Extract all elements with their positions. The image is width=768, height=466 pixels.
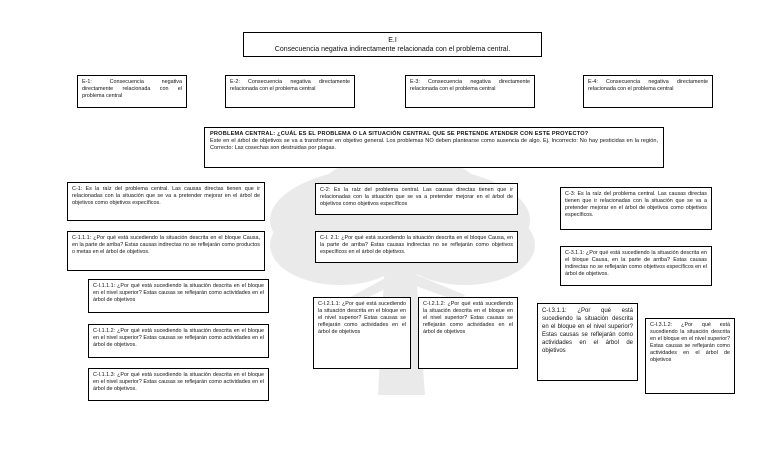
effect-text-e4: E-4: Consecuencia negativa directamente relacionada con el problema central <box>588 79 708 92</box>
indirect-consequence-text: Consecuencia negativa indirectamente relacionada con el problema central. <box>274 46 511 53</box>
cause-box-c3 <box>560 187 712 230</box>
effect-text-e2: E-2: Consecuencia negativa directamente relacionada con el problema central <box>230 79 350 92</box>
effect-text-e1: E-1: Consecuencia negativa directamente relacionada con el problema central <box>82 79 182 99</box>
cause-box-c311 <box>560 246 712 286</box>
cause-text-c1311: C-I.3.1.1: ¿Por qué está sucediendo la situación descrita en el bloque en el nivel superior? Estas causas se reflejarán como actividades en el árbol de objetivos <box>542 308 633 354</box>
indirect-consequence-box <box>243 32 542 57</box>
cause-box-c1 <box>67 182 265 221</box>
cause-text-c1111: C-I.1.1.1: ¿Por qué está sucediendo la situación descrita en el bloque en el nivel superior? Estas causas se reflejarán como actividades en el árbol de objetivos <box>93 283 264 303</box>
cause-text-c1113: C-I.1.1.3: ¿Por qué está sucediendo la situación descrita en el bloque en el nivel superior? Estas causas se reflejarán como actividades en el árbol de objetivos. <box>93 372 264 392</box>
effect-box-e4 <box>583 75 713 108</box>
cause-text-c1: C-1: Es la raíz del problema central. Las causas directas tienen que ir relacionadas con la situación que se va a pretender mejorar en el árbol de objetivos como objetivos específicos. <box>72 186 260 206</box>
central-problem-body: Este en el árbol de objetivos se va a transformar en objetivo general. Los problemas NO deben plantearse como ausencia de algo. Ej. Incorrecto: No hay pesticidas en la región, Correcto: Las cosechas son destruidas por plagas. <box>210 138 658 152</box>
cause-text-c3: C-3: Es la raíz del problema central. Las causas directas tienen que ir relacionadas con la situación que se va a pretender mejorar en el árbol de objetivos como objetivos específicos. <box>565 191 707 218</box>
cause-box-c1111 <box>88 279 269 313</box>
cause-text-c111: C-1.1.1: ¿Por qué está sucediendo la situación descrita en el bloque Causa, en la parte de arriba? Estas causas indirectas no se reflejarán como productos o metas en el árbol de objetivos. <box>72 235 260 255</box>
cause-text-c121: C-I. 2.1: ¿Por qué está sucediendo la situación descrita en el bloque Causa, en la parte de arriba? Estas causas indirectas no se reflejarán como objetivos específicos en el árbol de objetivos. <box>320 235 513 255</box>
central-problem-heading: PROBLEMA CENTRAL: ¿CUÁL ES EL PROBLEMA O LA SITUACIÓN CENTRAL QUE SE PRETENDE ATENDER CON ESTE PROYECTO? <box>210 131 589 137</box>
cause-box-c2 <box>315 183 518 215</box>
cause-box-c1312 <box>645 318 735 394</box>
indirect-consequence-code: E.I <box>388 37 397 44</box>
central-problem-box <box>204 127 664 168</box>
cause-text-c2: C-2: Es la raíz del problema central. Las causas directas tienen que ir relacionadas con la situación que se va a pretender mejorar en el árbol de objetivos como objetivos específicos <box>320 187 513 207</box>
effect-box-e1 <box>77 75 187 108</box>
cause-text-c311: C-3.1.1: ¿Por qué está sucediendo la situación descrita en el bloque Causa, en la parte de arriba? Estas causas indirectas no se reflejarán como objetivos específicos en el árbol de objetivos. <box>565 250 707 277</box>
cause-box-c1113 <box>88 368 269 401</box>
cause-box-c1112 <box>88 324 269 358</box>
cause-text-c1312: C-I.3.1.2: ¿Por qué está sucediendo la situación descrita en el bloque en el nivel superior? Estas causas se reflejarán como actividades en el árbol de objetivos <box>650 322 730 363</box>
effect-text-e3: E-3: Consecuencia negativa directamente relacionada con el problema central <box>410 79 530 92</box>
cause-box-c1211 <box>313 297 411 369</box>
cause-text-c1212: C-I.2.1.2: ¿Por qué está sucediendo la situación descrita en el bloque en el nivel superior? Estas causas se reflejarán como actividades en el árbol de objetivos <box>423 301 513 335</box>
cause-text-c1112: C-I.1.1.2: ¿Por qué está sucediendo la situación descrita en el bloque en el nivel superior? Estas causas se reflejarán como actividades en el árbol de objetivos. <box>93 328 264 348</box>
effect-box-e2 <box>225 75 355 108</box>
cause-text-c1211: C-I.2.1.1: ¿Por qué está sucediendo la situación descrita en el bloque en el nivel superior? Estas causas se reflejarán como actividades en el árbol de objetivos <box>318 301 406 335</box>
effect-box-e3 <box>405 75 535 108</box>
cause-box-c111 <box>67 231 265 271</box>
cause-box-c1311 <box>537 303 638 381</box>
cause-box-c1212 <box>418 297 518 369</box>
cause-box-c121 <box>315 231 518 263</box>
